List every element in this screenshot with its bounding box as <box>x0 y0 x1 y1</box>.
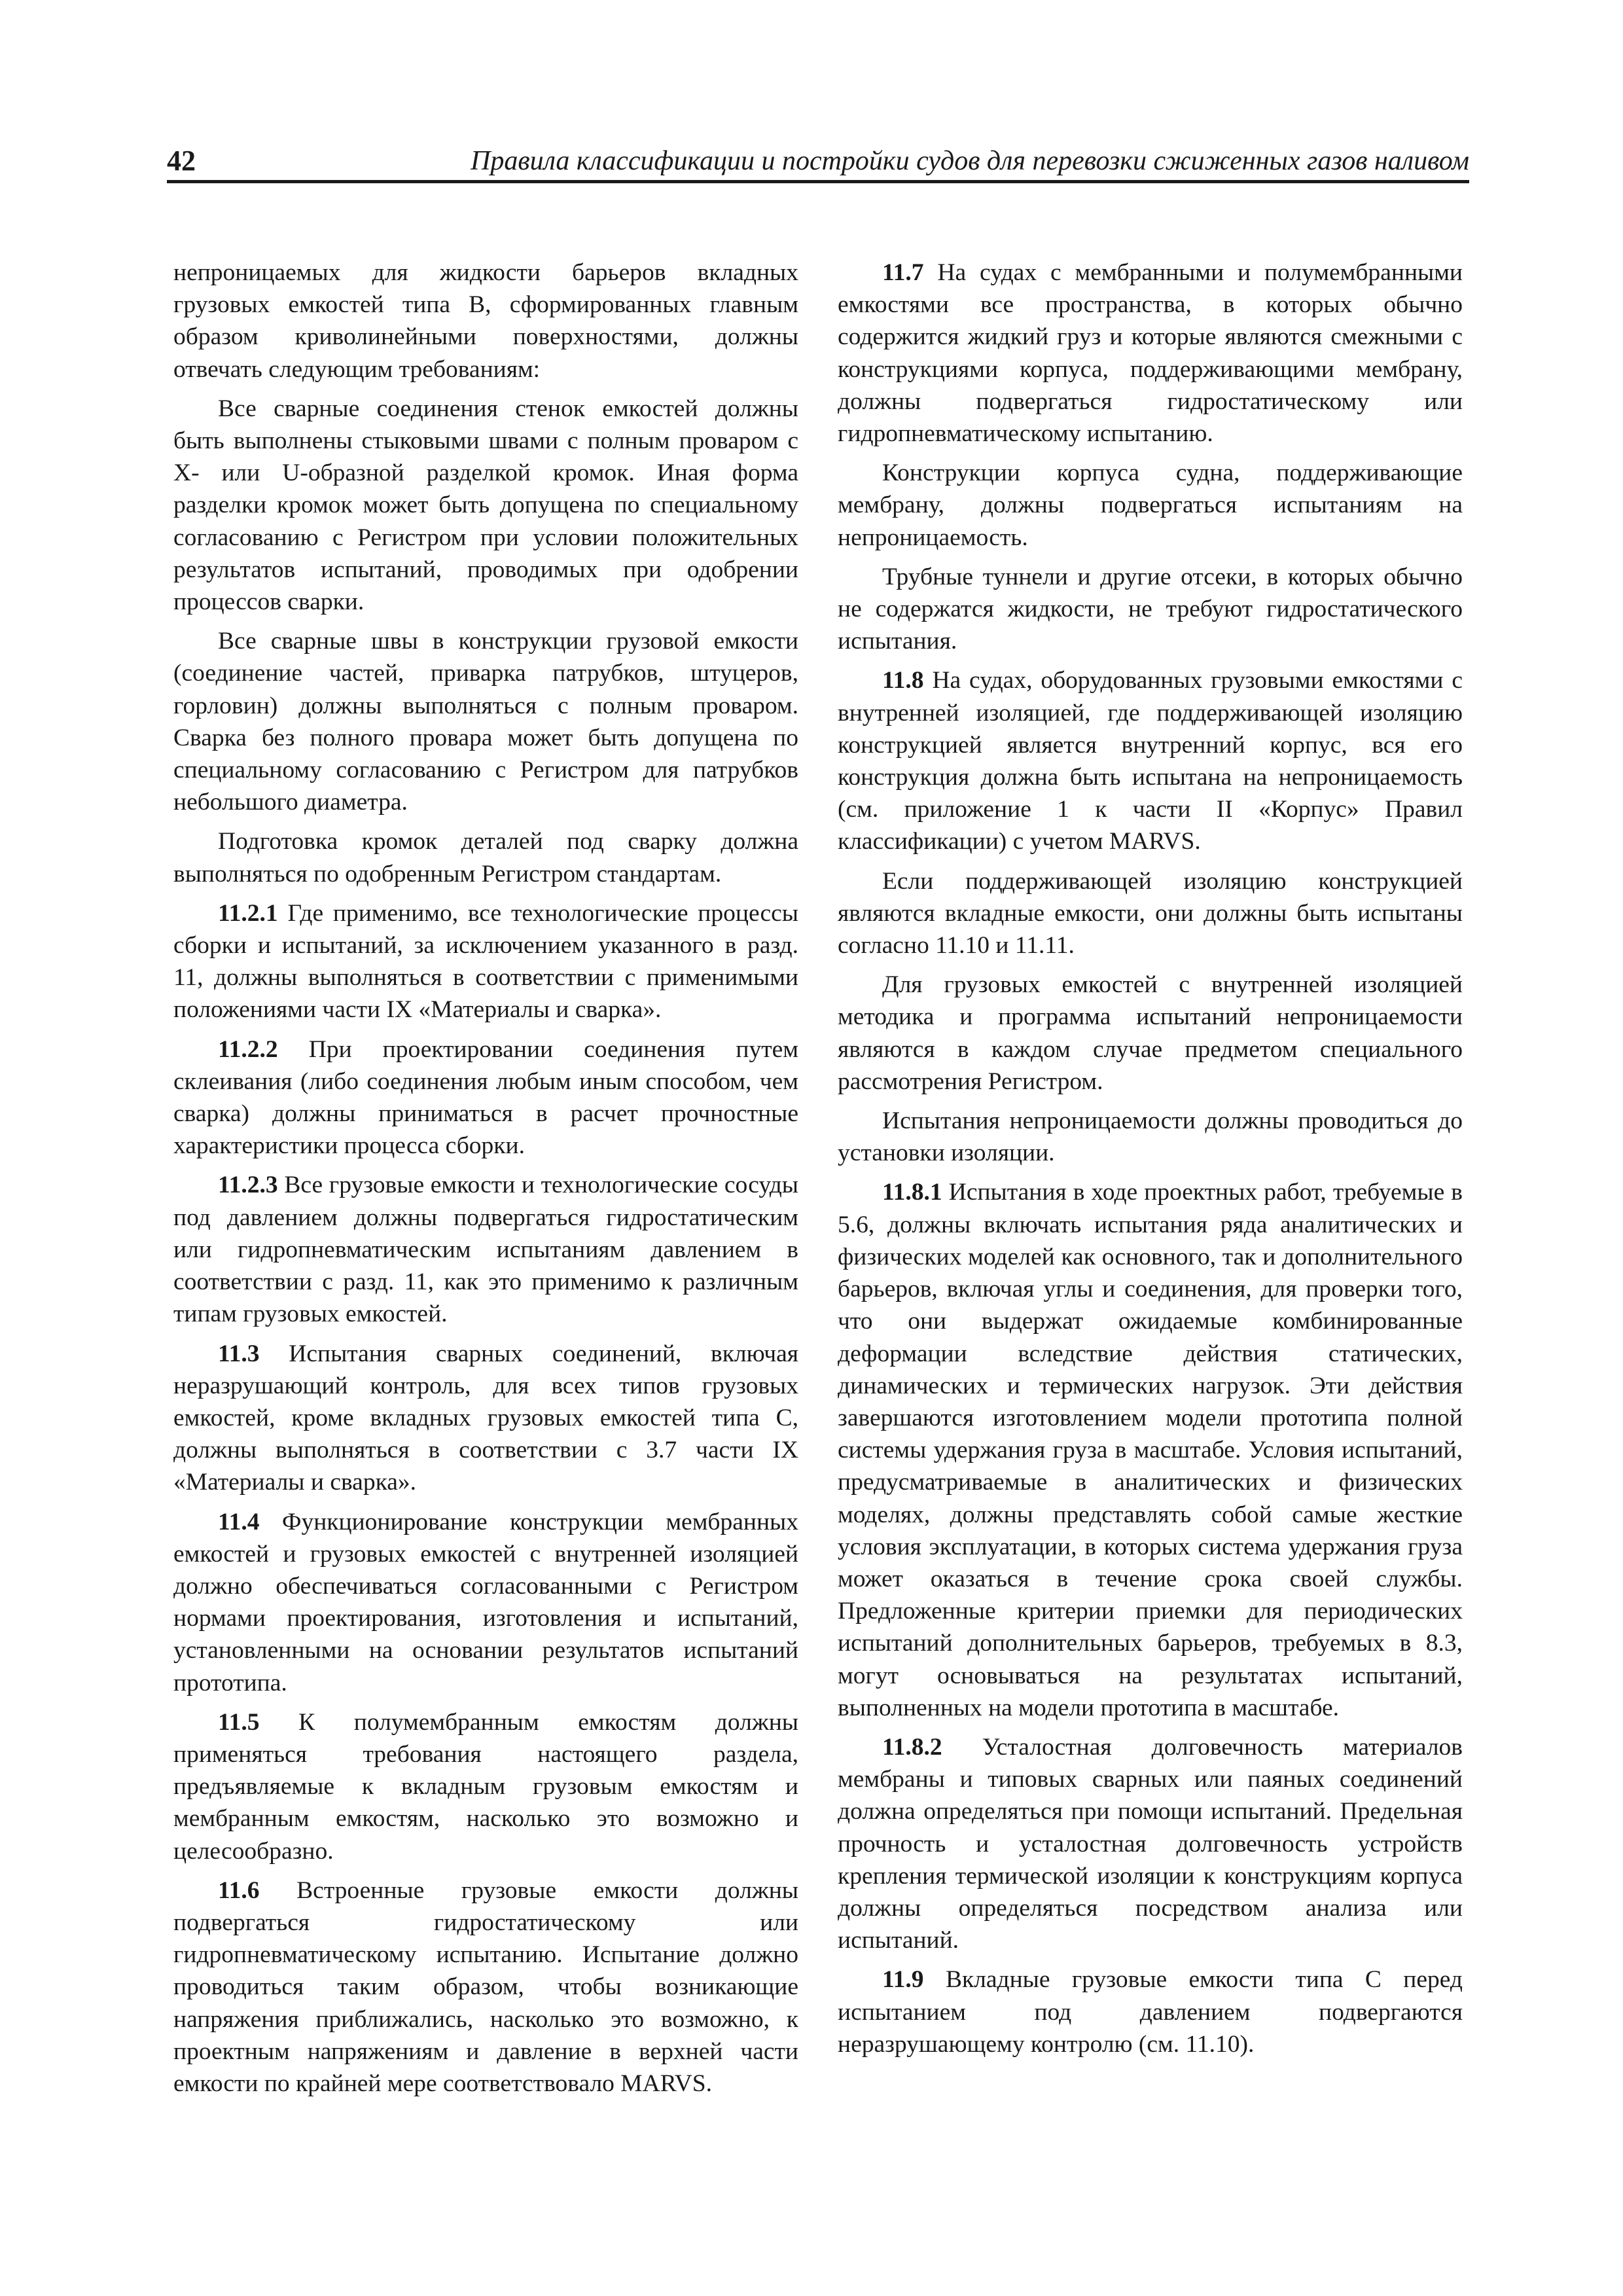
paragraph <box>173 825 798 889</box>
paragraph-text: Усталостная долговечность материалов мембраны и типовых сварных или паяных соединений должна определяться при помощи испытаний. Предельная прочность и усталостная долговечность устройств крепления термической изоляции к конструкциям корпуса должны определяться посредством анализа или испытаний. <box>838 1733 1463 1954</box>
paragraph-text: Все сварные швы в конструкции грузовой емкости (соединение частей, приварка патрубков, штуцеров, горловин) должны выполняться с полным проваром. Сварка без полного провара может быть допущена по специальному согласованию с Регистром для патрубков небольшого диаметра. <box>173 628 798 816</box>
clause-number: 11.2.2 <box>218 1035 278 1063</box>
clause-number: 11.9 <box>882 1966 924 1994</box>
paragraph <box>173 1706 798 1867</box>
clause-number: 11.2.1 <box>218 899 278 927</box>
paragraph-text: На судах, оборудованных грузовыми емкостями с внутренней изоляцией, где поддерживающей изоляцию конструкцией является внутренний корпус, вся его конструкция должна быть испытана на непроницаемость (см. приложение 1 к части II «Корпус» Правил классификации) с учетом MARVS. <box>838 667 1463 855</box>
paragraph-text: К полумембранным емкостям должны применяться требования настоящего раздела, предъявляемые к вкладным грузовым емкостям и мембранным емкостям, насколько это возможно и целесообразно. <box>173 1708 798 1865</box>
paragraph <box>838 969 1463 1098</box>
paragraph <box>838 1176 1463 1723</box>
paragraph <box>838 865 1463 962</box>
page-header <box>167 141 1469 181</box>
clause-number: 11.8 <box>882 667 924 694</box>
paragraph <box>173 897 798 1026</box>
paragraph-text: Встроенные грузовые емкости должны подвергаться гидростатическому или гидропневматическому испытанию. Испытание должно проводиться таким образом, чтобы возникающие напряжения приближались, насколько это возможно, к проектным напряжениям и давление в верхней части емкости по крайней мере соответствовало MARVS. <box>173 1876 798 2097</box>
clause-number: 11.2.3 <box>218 1172 278 1199</box>
clause-number: 11.6 <box>218 1876 260 1904</box>
paragraph <box>173 625 798 818</box>
paragraph-text: Если поддерживающей изоляцию конструкцией являются вкладные емкости, они должны быть испытаны согласно 11.10 и 11.11. <box>838 867 1463 960</box>
paragraph <box>838 457 1463 554</box>
header-rule <box>167 180 1469 183</box>
clause-number: 11.4 <box>218 1508 260 1535</box>
paragraph <box>838 1731 1463 1956</box>
paragraph-text: Где применимо, все технологические процессы сборки и испытаний, за исключением указанного в разд. 11, должны выполняться в соответствии с применимыми положениями части IX «Материалы и сварка». <box>173 899 799 1024</box>
page-number: 42 <box>167 145 196 177</box>
paragraph <box>173 393 798 618</box>
right-column <box>838 257 1463 2068</box>
paragraph <box>173 1169 798 1330</box>
paragraph-text: Подготовка кромок деталей под сварку должна выполняться по одобренным Регистром стандартам. <box>173 828 798 888</box>
paragraph-text: Испытания сварных соединений, включая неразрушающий контроль, для всех типов грузовых емкостей, кроме вкладных грузовых емкостей типа C, должны выполняться в соответствии с 3.7 части IX «Материалы и сварка». <box>173 1340 798 1496</box>
paragraph <box>173 1033 798 1162</box>
paragraph-text: При проектировании соединения путем склеивания (либо соединения любым иным способом, чем сварка) должны приниматься в расчет прочностные характеристики процесса сборки. <box>173 1035 798 1160</box>
paragraph-text: Вкладные грузовые емкости типа C перед испытанием под давлением подвергаются неразрушающему контролю (см. 11.10). <box>838 1966 1463 2058</box>
clause-number: 11.8.2 <box>882 1733 942 1761</box>
paragraph <box>838 257 1463 450</box>
paragraph <box>838 561 1463 658</box>
paragraph-text: Для грузовых емкостей с внутренней изоляцией методика и программа испытаний непроницаемости являются в каждом случае предметом специального рассмотрения Регистром. <box>838 971 1463 1095</box>
clause-number: 11.7 <box>882 259 924 286</box>
clause-number: 11.5 <box>218 1708 260 1736</box>
paragraph <box>173 257 798 386</box>
paragraph-text: На судах с мембранными и полумембранными емкостями все пространства, в которых обычно содержится жидкий груз и которые являются смежными с конструкциями корпуса, поддерживающими мембрану, должны подвергаться гидростатическому или гидропневматическому испытанию. <box>838 259 1463 448</box>
paragraph-text: Функционирование конструкции мембранных емкостей и грузовых емкостей с внутренней изоляцией должно обеспечиваться согласованными с Регистром нормами проектирования, изготовления и испытаний, установленными на основании результатов испытаний прототипа. <box>173 1508 798 1696</box>
paragraph-text: Все грузовые емкости и технологические сосуды под давлением должны подвергаться гидростатическим или гидропневматическим испытаниям давлением в соответствии с разд. 11, как это применимо к различным типам грузовых емкостей. <box>173 1172 799 1328</box>
paragraph <box>838 1964 1463 2060</box>
paragraph-text: Испытания непроницаемости должны проводиться до установки изоляции. <box>838 1107 1463 1167</box>
left-column <box>173 257 798 2107</box>
paragraph-text: непроницаемых для жидкости барьеров вкладных грузовых емкостей типа B, сформированных главным образом криволинейными поверхностями, должны отвечать следующим требованиям: <box>173 259 798 383</box>
paragraph <box>173 1874 798 2100</box>
paragraph-text: Конструкции корпуса судна, поддерживающие мембрану, должны подвергаться испытаниям на непроницаемость. <box>838 459 1463 551</box>
paragraph <box>173 1506 798 1699</box>
clause-number: 11.8.1 <box>882 1179 942 1206</box>
paragraph-text: Трубные туннели и другие отсеки, в которых обычно не содержатся жидкости, не требуют гидростатического испытания. <box>838 563 1463 655</box>
paragraph <box>838 1105 1463 1169</box>
paragraph <box>838 664 1463 857</box>
paragraph-text: Испытания в ходе проектных работ, требуемые в 5.6, должны включать испытания ряда аналитических и физических моделей как основного, так и дополнительного барьеров, включая углы и соединения, для проверки того, что они выдержат ожидаемые комбинированные деформации вследствие действия статических, динамических и термических нагрузок. Эти действия завершаются изготовлением модели прототипа полной системы удержания груза в масштабе. Условия испытаний, предусматриваемые в аналитических и физических моделях, должны представлять собой самые жесткие условия эксплуатации, в которых система удержания груза может оказаться в течение срока своей службы. Предложенные критерии приемки для периодических испытаний дополнительных барьеров, требуемых в 8.3, могут основываться на результатах испытаний, выполненных на модели прототипа в масштабе. <box>838 1179 1463 1721</box>
clause-number: 11.3 <box>218 1340 260 1367</box>
paragraph <box>173 1338 798 1499</box>
running-title: Правила классификации и постройки судов для перевозки сжиженных газов наливом <box>471 146 1469 176</box>
paragraph-text: Все сварные соединения стенок емкостей должны быть выполнены стыковыми швами с полным проваром с X- или U-образной разделкой кромок. Иная форма разделки кромок может быть допущена по специальному согласованию с Регистром при условии положительных результатов испытаний, проводимых при одобрении процессов сварки. <box>173 395 798 616</box>
